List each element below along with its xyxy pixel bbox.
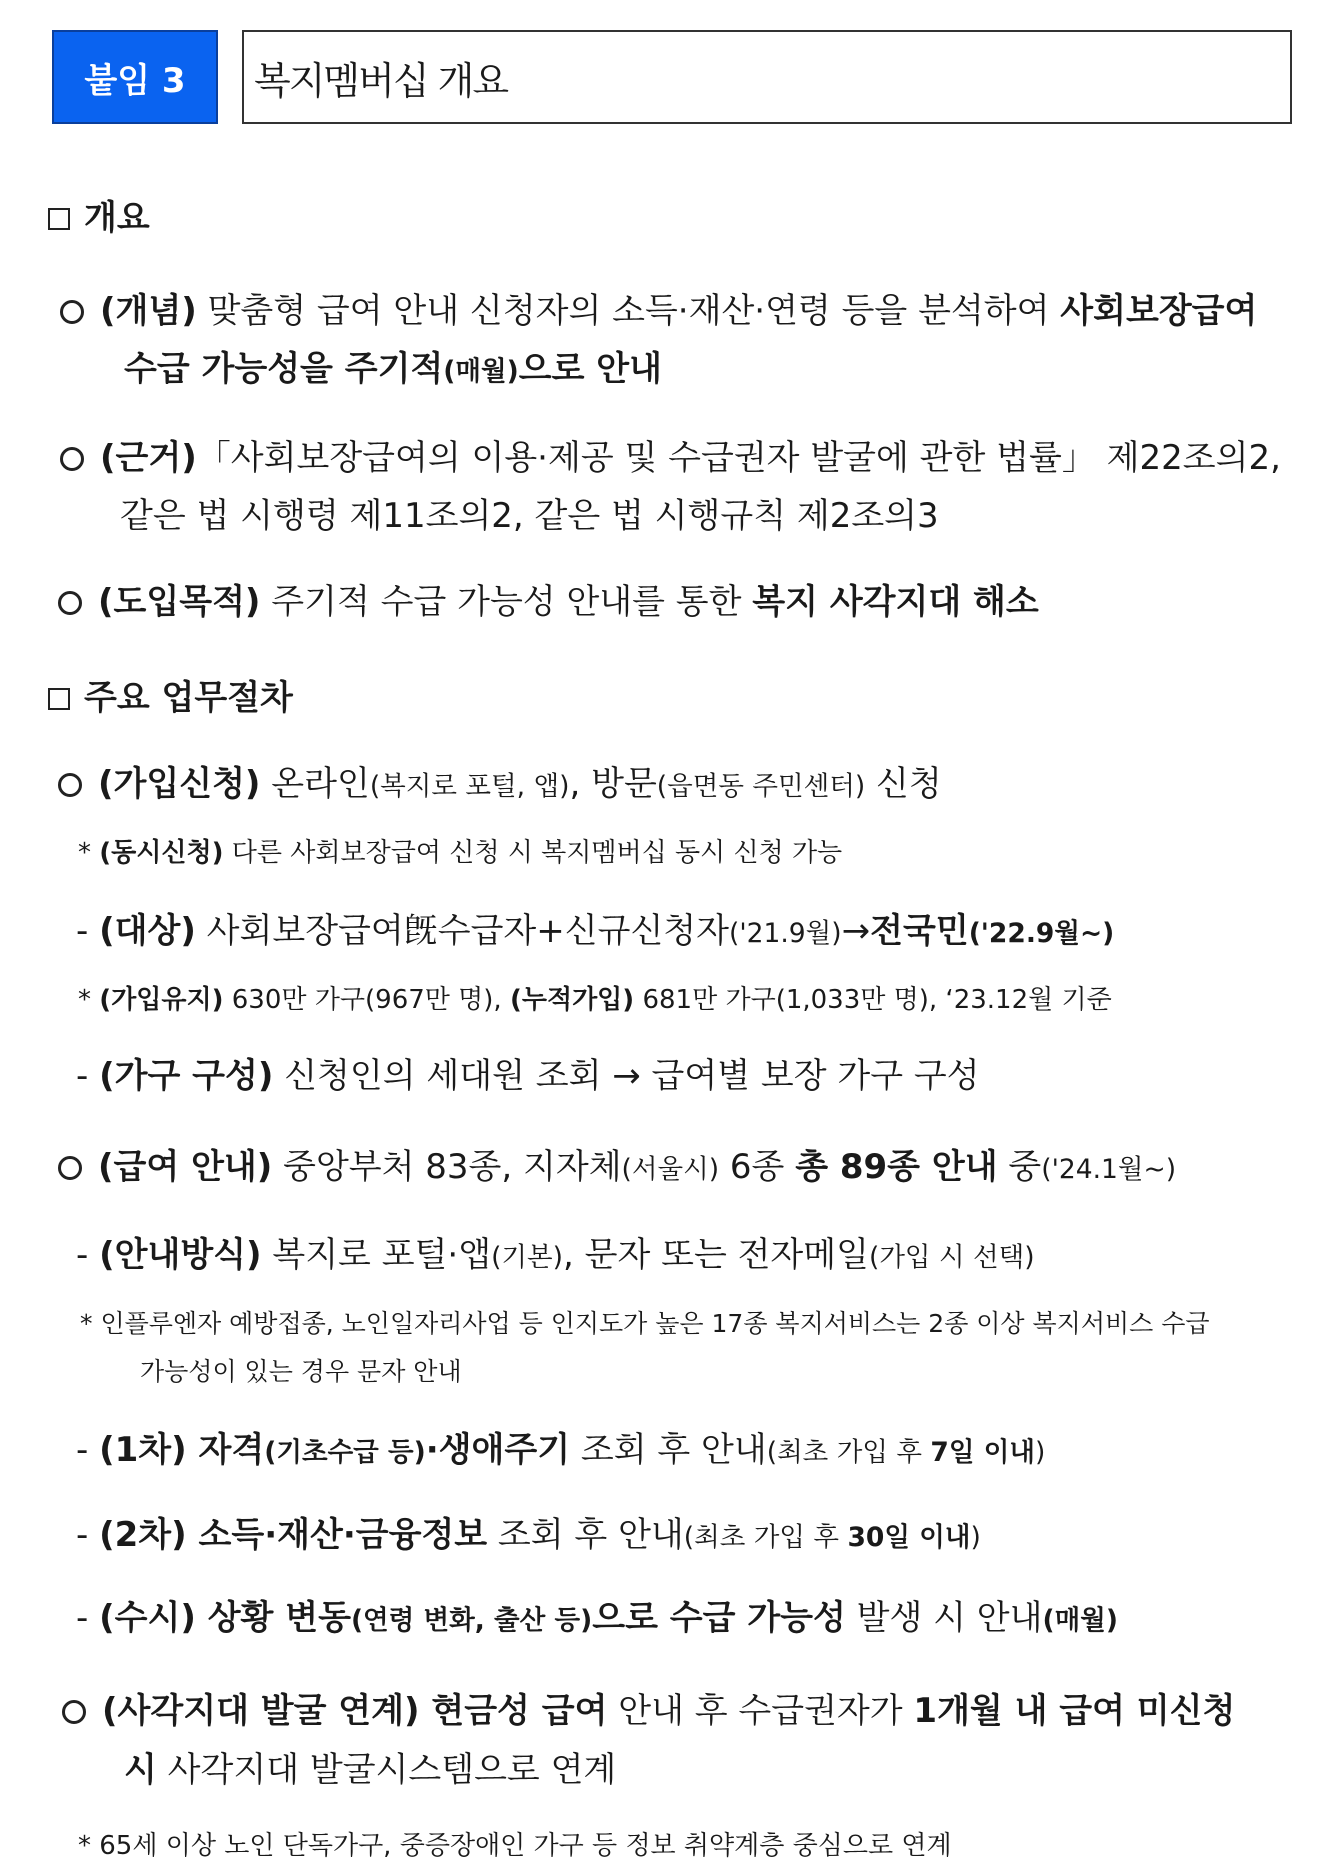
item-basis-cont: 같은 법 시행령 제11조의2, 같은 법 시행규칙 제2조의3 — [120, 496, 939, 536]
document-title: 복지멤버십 개요 — [242, 30, 1292, 124]
attachment-badge: 붙임 3 — [52, 30, 218, 124]
note-method: * 인플루엔자 예방접종, 노인일자리사업 등 인지도가 높은 17종 복지서비스는 2종 이상 복지서비스 수급 — [80, 1309, 1210, 1338]
item-target: - (대상) 사회보장급여旣수급자+신규신청자('21.9월)→전국민('22.9월~) — [76, 911, 1115, 951]
circle-bullet-icon — [62, 1700, 86, 1724]
item-first-notice: - (1차) 자격(기초수급 등)·생애주기 조회 후 안내(최초 가입 후 7일 이내) — [76, 1430, 1046, 1470]
circle-bullet-icon — [60, 300, 84, 324]
item-concept-cont: 수급 가능성을 주기적(매월)으로 안내 — [124, 349, 662, 389]
item-anytime-notice: - (수시) 상황 변동(연령 변화, 출산 등)으로 수급 가능성 발생 시 안내(매월) — [76, 1598, 1118, 1638]
checkbox-square-icon — [48, 688, 70, 710]
item-concept: (개념) 맞춤형 급여 안내 신청자의 소득·재산·연령 등을 분석하여 사회보장급여 — [60, 283, 1257, 332]
item-method: - (안내방식) 복지로 포털·앱(기본), 문자 또는 전자메일(가입 시 선택) — [76, 1235, 1035, 1275]
note-join: * (동시신청) 다른 사회보장급여 신청 시 복지멤버십 동시 신청 가능 — [78, 838, 843, 868]
item-blind-spot-cont: 시 사각지대 발굴시스템으로 연계 — [124, 1750, 617, 1790]
item-join: (가입신청) 온라인(복지로 포털, 앱), 방문(읍면동 주민센터) 신청 — [58, 756, 942, 805]
section-heading-procedure: 주요 업무절차 — [48, 670, 293, 719]
item-household: - (가구 구성) 신청인의 세대원 조회 → 급여별 보장 가구 구성 — [76, 1056, 980, 1096]
checkbox-square-icon — [48, 208, 70, 230]
note-target: * (가입유지) 630만 가구(967만 명), (누적가입) 681만 가구(1,033만 명), ‘23.12월 기준 — [78, 985, 1112, 1015]
circle-bullet-icon — [60, 447, 84, 471]
circle-bullet-icon — [58, 591, 82, 615]
item-benefit: (급여 안내) 중앙부처 83종, 지자체(서울시) 6종 총 89종 안내 중('24.1월~) — [58, 1139, 1176, 1188]
item-second-notice: - (2차) 소득·재산·금융정보 조회 후 안내(최초 가입 후 30일 이내) — [76, 1515, 981, 1555]
circle-bullet-icon — [58, 773, 82, 797]
item-blind-spot: (사각지대 발굴 연계) 현금성 급여 안내 후 수급권자가 1개월 내 급여 미신청 — [62, 1683, 1235, 1732]
section-heading-overview: 개요 — [48, 190, 150, 239]
header — [52, 30, 1292, 128]
item-purpose: (도입목적) 주기적 수급 가능성 안내를 통한 복지 사각지대 해소 — [58, 574, 1039, 623]
note-method-cont: 가능성이 있는 경우 문자 안내 — [140, 1357, 462, 1386]
note-blind-spot: * 65세 이상 노인 단독가구, 중증장애인 가구 등 정보 취약계층 중심으로 연계 — [78, 1831, 952, 1861]
circle-bullet-icon — [58, 1156, 82, 1180]
item-basis: (근거)「사회보장급여의 이용·제공 및 수급권자 발굴에 관한 법률」 제22조의2, — [60, 430, 1281, 479]
